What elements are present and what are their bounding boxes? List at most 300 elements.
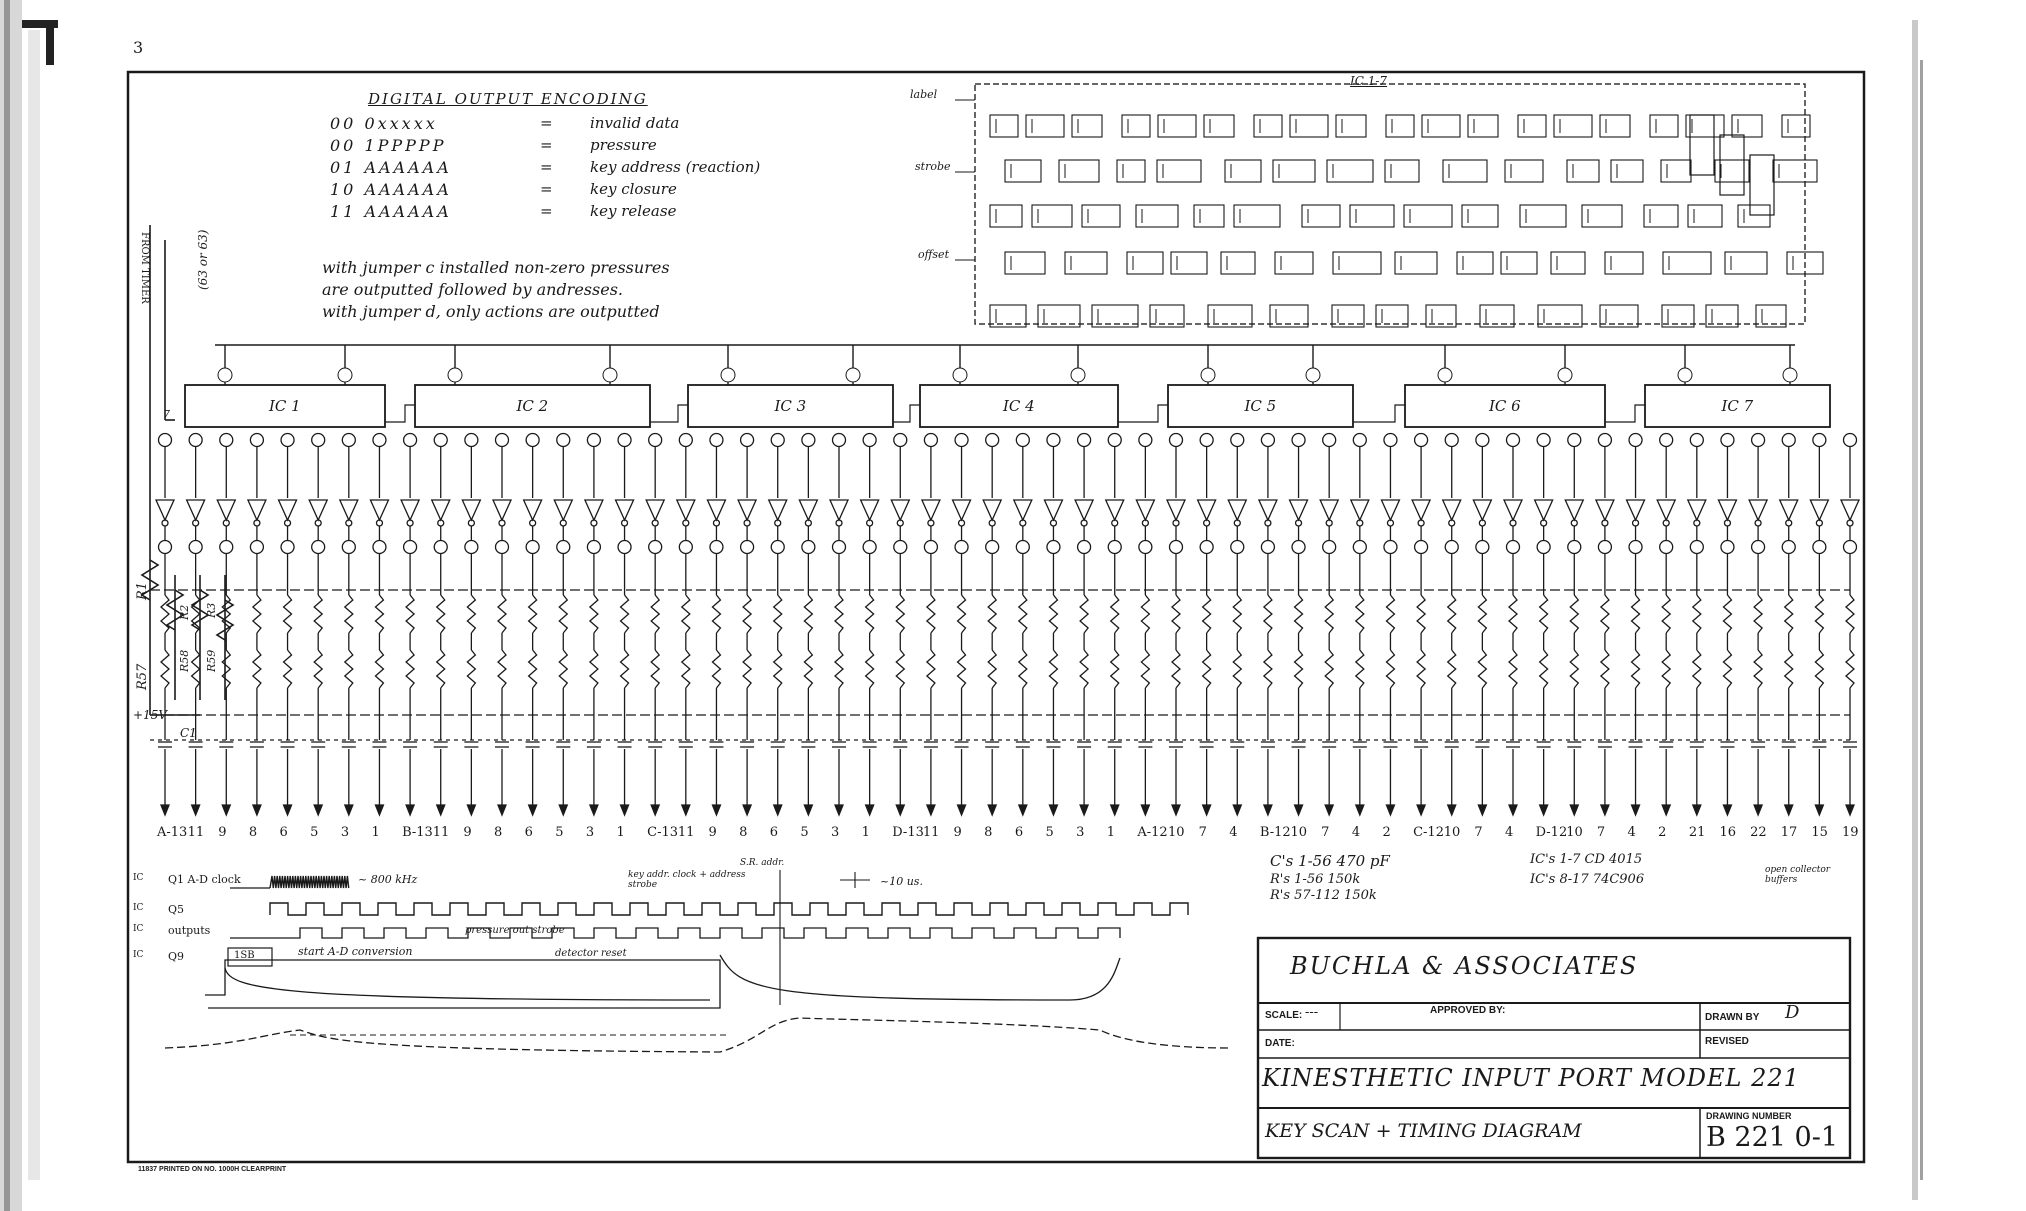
key-sensor <box>1194 205 1224 227</box>
resistor <box>835 595 843 633</box>
resistor <box>1111 650 1119 688</box>
inverter-buffer <box>1198 500 1216 520</box>
pin-circle <box>281 434 294 447</box>
pin-circle <box>587 541 600 554</box>
channel-column <box>707 434 725 816</box>
channel-column <box>524 434 542 816</box>
resistor <box>406 595 414 633</box>
pin-circle <box>1568 434 1581 447</box>
arrow-head <box>651 805 659 815</box>
resistor <box>988 650 996 688</box>
resistor <box>1448 650 1456 688</box>
connector-label: 5 <box>800 825 809 840</box>
inverter-buffer <box>1320 500 1338 520</box>
connector-label: 7 <box>1198 825 1207 840</box>
inverter-buffer <box>1718 500 1736 520</box>
inverter-buffer <box>1657 500 1675 520</box>
encoding-meaning: invalid data <box>590 114 680 132</box>
pin-circle <box>465 434 478 447</box>
pin-circle <box>373 434 386 447</box>
channel-column <box>1351 434 1369 816</box>
key-sensor <box>1782 115 1810 137</box>
resistor <box>1846 595 1854 633</box>
pin-circle <box>312 434 325 447</box>
pin-circle <box>434 541 447 554</box>
connector-label: A-12 <box>1137 825 1168 840</box>
label-r3: R3 <box>205 602 218 618</box>
key-sensor <box>1404 205 1452 227</box>
pin-circle <box>1690 541 1703 554</box>
arrow-head <box>498 805 506 815</box>
pin-circle <box>1231 541 1244 554</box>
from-timer-label: FROM TIMER <box>139 232 150 304</box>
inverter-buffer <box>279 500 297 520</box>
pin-circle <box>679 434 692 447</box>
key-sensor <box>1221 252 1255 274</box>
pin-circle <box>863 541 876 554</box>
pin-circle <box>1782 434 1795 447</box>
channel-column <box>1657 434 1675 816</box>
inverter-buffer <box>187 500 205 520</box>
pin-circle <box>1016 434 1029 447</box>
connector-label: 11 <box>432 825 450 840</box>
timing-detector-reset: detector reset <box>555 948 627 959</box>
resistor <box>375 650 383 688</box>
arrow-head <box>1693 805 1701 815</box>
inverter-buffer <box>462 500 480 520</box>
resistor <box>1172 595 1180 633</box>
resistor <box>1203 650 1211 688</box>
resistor <box>774 595 782 633</box>
connector-label: 21 <box>1688 825 1706 840</box>
pin-circle <box>771 434 784 447</box>
resistor <box>222 650 230 688</box>
connector-label: 11 <box>677 825 695 840</box>
resistor <box>1785 650 1793 688</box>
pin-circle <box>986 541 999 554</box>
resistor <box>467 595 475 633</box>
key-sensor <box>1327 160 1373 182</box>
resistor <box>192 650 200 688</box>
inverter-buffer <box>217 500 235 520</box>
pin-circle <box>434 434 447 447</box>
arrow-head <box>1509 805 1517 815</box>
resistor <box>314 650 322 688</box>
channel-column <box>677 434 695 816</box>
connector-label: 4 <box>1505 825 1514 840</box>
arrow-head <box>835 805 843 815</box>
pin-circle <box>1292 541 1305 554</box>
resistor <box>682 595 690 633</box>
pin-circle <box>603 368 617 382</box>
inverter-buffer <box>1044 500 1062 520</box>
arrow-head <box>1785 805 1793 815</box>
connector-label: 8 <box>494 825 503 840</box>
channel-column <box>1106 434 1124 816</box>
pin-circle <box>281 541 294 554</box>
channel-column <box>922 434 940 816</box>
pin-circle <box>1660 434 1673 447</box>
key-sensor <box>1663 252 1711 274</box>
resistor <box>1846 650 1854 688</box>
key-sensor <box>1644 205 1678 227</box>
pin-circle <box>802 434 815 447</box>
side-label-2: strobe <box>915 160 951 173</box>
pin-circle <box>1139 541 1152 554</box>
inverter-buffer <box>646 500 664 520</box>
component-note-1: C's 1-56 470 pF <box>1270 852 1390 870</box>
resistor <box>1080 595 1088 633</box>
connector-label: B-13 <box>402 825 433 840</box>
cascade-wire <box>1605 405 1645 422</box>
pin-circle <box>771 541 784 554</box>
drawn-by-label: DRAWN BY <box>1705 1012 1760 1023</box>
ic-label: IC 3 <box>774 397 807 415</box>
timing-q9-box: 1SB <box>234 950 255 961</box>
resistor <box>559 650 567 688</box>
key-sensor <box>1688 205 1722 227</box>
connector-label: 6 <box>279 825 288 840</box>
resistor <box>437 595 445 633</box>
connector-label: 10 <box>1168 825 1185 840</box>
key-sensor <box>1254 115 1282 137</box>
channel-column <box>738 434 756 816</box>
pin-circle <box>218 368 232 382</box>
pin-circle <box>741 434 754 447</box>
pin-circle <box>1844 541 1857 554</box>
resistor <box>958 595 966 633</box>
resistor <box>1478 650 1486 688</box>
resistor <box>1754 595 1762 633</box>
encoding-heading: DIGITAL OUTPUT ENCODING <box>368 90 648 108</box>
key-sensor <box>1600 115 1630 137</box>
inverter-buffer <box>1106 500 1124 520</box>
resistor <box>835 650 843 688</box>
resistor <box>1141 650 1149 688</box>
arrow-head <box>1356 805 1364 815</box>
resistor <box>1754 650 1762 688</box>
pin-circle <box>953 368 967 382</box>
resistor <box>1693 595 1701 633</box>
channel-column <box>646 434 664 816</box>
ic-label: IC 6 <box>1489 397 1521 415</box>
resistor <box>1233 650 1241 688</box>
inverter-buffer <box>891 500 909 520</box>
inverter-buffer <box>1014 500 1032 520</box>
resistor <box>1632 650 1640 688</box>
resistor <box>1785 595 1793 633</box>
timing-ic-3: IC <box>133 924 144 934</box>
resistor <box>467 650 475 688</box>
cascade-wire <box>385 405 415 422</box>
connector-label: 8 <box>984 825 993 840</box>
connector-label: 5 <box>555 825 564 840</box>
resistor <box>1295 595 1303 633</box>
encoding-code: 11 AAAAAA <box>330 202 452 221</box>
connector-label: 7 <box>1596 825 1606 840</box>
pin-circle <box>1323 541 1336 554</box>
resistor <box>1723 650 1731 688</box>
inverter-buffer <box>1749 500 1767 520</box>
channel-column <box>340 434 358 816</box>
pin-circle <box>1813 434 1826 447</box>
key-sensor <box>1122 115 1150 137</box>
resistor <box>1448 595 1456 633</box>
encoding-code: 00 1PPPPP <box>330 136 447 155</box>
timing-start-ad: start A-D conversion <box>298 945 413 958</box>
arrow-head <box>590 805 598 815</box>
key-sensor <box>1127 252 1163 274</box>
channel-column <box>1167 434 1185 816</box>
drawn-by-value: D <box>1785 1002 1800 1023</box>
key-sensor <box>1005 160 1041 182</box>
pin-circle <box>448 368 462 382</box>
channel-column <box>493 434 511 816</box>
arrow-head <box>988 805 996 815</box>
key-sensor <box>1520 205 1566 227</box>
pin-circle <box>924 434 937 447</box>
inverter-buffer <box>524 500 542 520</box>
resistor <box>161 650 169 688</box>
inverter-buffer <box>1627 500 1645 520</box>
approved-label: APPROVED BY: <box>1430 1005 1506 1016</box>
pin-circle <box>220 541 233 554</box>
pin-circle <box>1752 434 1765 447</box>
pin-circle <box>1047 541 1060 554</box>
pin-circle <box>986 434 999 447</box>
resistor <box>651 650 659 688</box>
pin-circle <box>159 434 172 447</box>
resistor <box>1570 650 1578 688</box>
inverter-buffer <box>1535 500 1553 520</box>
pin-circle <box>1384 541 1397 554</box>
pin-circle <box>924 541 937 554</box>
resistor <box>1478 595 1486 633</box>
pin-circle <box>404 541 417 554</box>
arrow-head <box>1111 805 1119 815</box>
channel-column <box>1688 434 1706 816</box>
pin-circle <box>1201 368 1215 382</box>
resistor <box>1325 650 1333 688</box>
inverter-buffer <box>738 500 756 520</box>
pin-circle <box>373 541 386 554</box>
inverter-buffer <box>1841 500 1859 520</box>
arrow-head <box>958 805 966 815</box>
pin-circle <box>1438 368 1452 382</box>
channel-column <box>401 434 419 816</box>
encoding-equals: = <box>540 136 553 154</box>
outputs-waveform <box>230 928 1120 938</box>
pin-circle <box>1292 434 1305 447</box>
encoding-equals: = <box>540 158 553 176</box>
label-pin7: 7 <box>163 408 170 421</box>
channel-column <box>861 434 879 816</box>
arrow-head <box>804 805 812 815</box>
channel-column <box>830 434 848 816</box>
resistor <box>1019 650 1027 688</box>
connector-label: 4 <box>1627 825 1636 840</box>
key-sensor <box>1385 160 1419 182</box>
arrow-head <box>621 805 629 815</box>
channel-column <box>156 434 174 816</box>
resistor <box>896 650 904 688</box>
connector-label: 9 <box>708 825 717 840</box>
key-sensor <box>990 115 1018 137</box>
pin-circle <box>1170 434 1183 447</box>
arrow-head <box>1815 805 1823 815</box>
connector-label: 5 <box>1045 825 1054 840</box>
pin-circle <box>1598 541 1611 554</box>
label-c1: C1 <box>180 726 197 740</box>
encoding-code: 10 AAAAAA <box>330 180 452 199</box>
inverter-buffer <box>493 500 511 520</box>
resistor <box>406 650 414 688</box>
encoding-meaning: key release <box>590 202 677 220</box>
inverter-buffer <box>1473 500 1491 520</box>
left-rail <box>142 225 233 715</box>
key-sensor <box>1072 115 1102 137</box>
ic-label: IC 1 <box>269 397 301 415</box>
timing-10us: ~10 us. <box>880 875 923 888</box>
drawing-border <box>128 72 1864 1162</box>
inverter-buffer <box>585 500 603 520</box>
ic-label: IC 2 <box>516 397 549 415</box>
inverter-buffer <box>983 500 1001 520</box>
pin-circle <box>250 541 263 554</box>
timing-ic-4: IC <box>133 950 144 960</box>
channel-column <box>462 434 480 816</box>
arrow-head <box>375 805 383 815</box>
scale-value: --- <box>1305 1005 1319 1020</box>
resistor <box>345 595 353 633</box>
column-layer <box>150 434 1859 816</box>
key-sensor <box>1336 115 1366 137</box>
key-sensor <box>1443 160 1487 182</box>
pin-circle <box>1200 434 1213 447</box>
arrow-head <box>1386 805 1394 815</box>
inverter-buffer <box>1780 500 1798 520</box>
arrow-head <box>284 805 292 815</box>
q9-waveform <box>205 960 720 1008</box>
pin-circle <box>1507 434 1520 447</box>
connector-label: 3 <box>585 825 595 840</box>
arrow-head <box>1478 805 1486 815</box>
channel-column <box>1627 434 1645 816</box>
key-sensor <box>1457 252 1493 274</box>
inverter-buffer <box>861 500 879 520</box>
pin-circle <box>833 541 846 554</box>
footer-printed-on: 11837 PRINTED ON NO. 1000H CLEARPRINT <box>138 1166 287 1173</box>
resistor <box>529 650 537 688</box>
arrow-head <box>406 805 414 815</box>
resistor <box>253 595 261 633</box>
arrow-head <box>192 805 200 815</box>
pin-circle <box>846 368 860 382</box>
arrow-head <box>1540 805 1548 815</box>
pin-circle <box>189 541 202 554</box>
label-r58: R58 <box>178 649 191 672</box>
pin-circle <box>710 541 723 554</box>
key-sensor <box>1350 205 1394 227</box>
resistor <box>896 595 904 633</box>
channel-column <box>1075 434 1093 816</box>
pin-circle <box>496 541 509 554</box>
pin-circle <box>1476 434 1489 447</box>
pin-circle <box>1139 434 1152 447</box>
inverter-buffer <box>1228 500 1246 520</box>
side-label-1: label <box>910 88 938 101</box>
pin-circle <box>465 541 478 554</box>
resistor <box>1570 595 1578 633</box>
connector-label: 2 <box>1658 825 1667 840</box>
label-plus15v: +15V <box>133 708 167 722</box>
resistor <box>1662 650 1670 688</box>
pin-circle <box>1629 434 1642 447</box>
pin-circle <box>250 434 263 447</box>
decay-curve <box>225 968 710 1000</box>
connector-label: D-12 <box>1535 825 1568 840</box>
encoding-equals: = <box>540 180 553 198</box>
pin-circle <box>1016 541 1029 554</box>
pin-circle <box>1783 368 1797 382</box>
resistor <box>1356 595 1364 633</box>
key-sensor <box>1234 205 1280 227</box>
resistor <box>1356 650 1364 688</box>
connector-label: 2 <box>1382 825 1391 840</box>
pin-circle <box>338 368 352 382</box>
pin-circle <box>159 541 172 554</box>
date-label: DATE: <box>1265 1038 1295 1049</box>
connector-label: 5 <box>310 825 319 840</box>
resistor <box>927 595 935 633</box>
resistor <box>804 650 812 688</box>
pin-circle <box>1537 541 1550 554</box>
resistor <box>1386 650 1394 688</box>
arrow-head <box>1141 805 1149 815</box>
arrow-head <box>1601 805 1609 815</box>
pin-circle <box>557 434 570 447</box>
connector-label: 9 <box>218 825 227 840</box>
connector-label: 1 <box>616 825 625 840</box>
channel-column <box>1473 434 1491 816</box>
resistor <box>682 650 690 688</box>
channel-column <box>769 434 787 816</box>
encoding-note: with jumper d, only actions are outputted <box>322 302 660 321</box>
key-sensor <box>1567 160 1599 182</box>
drawing-number-label: DRAWING NUMBER <box>1706 1111 1792 1121</box>
pin-circle <box>1353 434 1366 447</box>
component-note-2: R's 1-56 150k <box>1270 872 1361 887</box>
arrow-head <box>253 805 261 815</box>
resistor <box>1141 595 1149 633</box>
arrow-head <box>1417 805 1425 815</box>
inverter-buffer <box>1259 500 1277 520</box>
arrow-head <box>1019 805 1027 815</box>
pin-circle <box>802 541 815 554</box>
resistor <box>1295 650 1303 688</box>
inverter-buffer <box>309 500 327 520</box>
company-name: BUCHLA & ASSOCIATES <box>1290 952 1639 980</box>
inverter-buffer <box>1136 500 1154 520</box>
encoding-meaning: pressure <box>590 136 657 154</box>
arrow-head <box>927 805 935 815</box>
channel-column <box>1290 434 1308 816</box>
key-sensor <box>1468 115 1498 137</box>
connector-label: C-12 <box>1413 825 1444 840</box>
channel-column <box>1259 434 1277 816</box>
arrow-head <box>467 805 475 815</box>
encoding-code: 00 0xxxxx <box>330 114 438 133</box>
